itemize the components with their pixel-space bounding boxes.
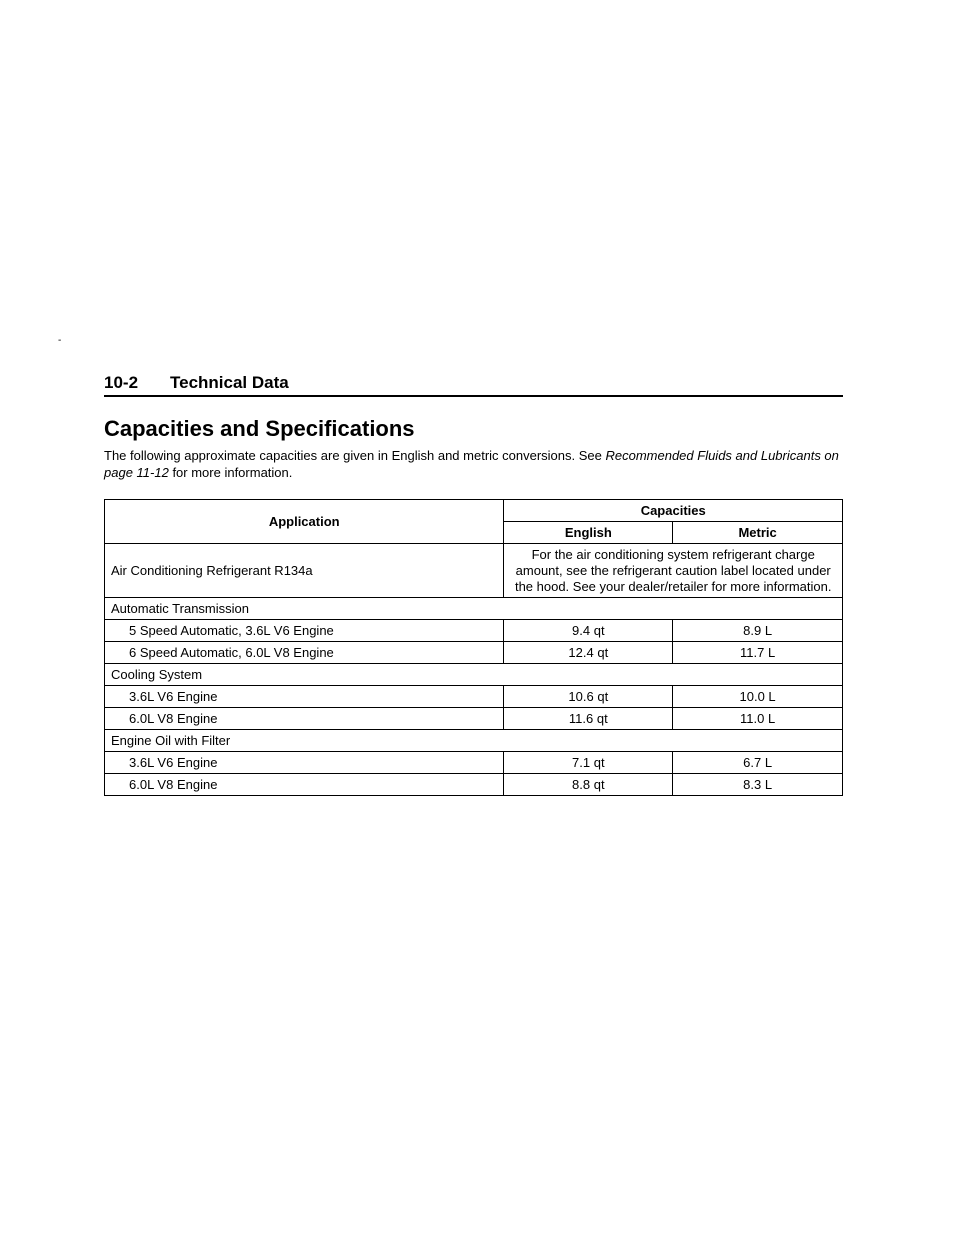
intro-text-end: for more information. (168, 465, 293, 480)
english-cell: 12.4 qt (504, 642, 673, 664)
english-cell: 7.1 qt (504, 752, 673, 774)
application-cell: 3.6L V6 Engine (105, 752, 504, 774)
group-row (105, 664, 843, 686)
running-header (104, 373, 843, 397)
group-label: Engine Oil with Filter (105, 730, 843, 752)
header-english: English (504, 522, 673, 544)
metric-cell: 6.7 L (673, 752, 843, 774)
application-cell: 5 Speed Automatic, 3.6L V6 Engine (105, 620, 504, 642)
header-metric: Metric (673, 522, 843, 544)
capacities-table (104, 499, 843, 796)
application-cell: 6.0L V8 Engine (105, 774, 504, 796)
metric-cell: 11.7 L (673, 642, 843, 664)
group-row (105, 730, 843, 752)
table-row (105, 752, 843, 774)
table-row (105, 708, 843, 730)
header-application: Application (105, 500, 504, 544)
header-capacities: Capacities (504, 500, 843, 522)
refrigerant-note-cell: For the air conditioning system refrigerant charge amount, see the refrigerant caution label located under the hood. See your dealer/retailer for more information. (504, 544, 843, 598)
group-label: Automatic Transmission (105, 598, 843, 620)
table-row (105, 686, 843, 708)
cross-reference-link: Recommended Fluids and Lubricants on page 11-12 (104, 448, 839, 480)
intro-text: The following approximate capacities are given in English and metric conversions. See (104, 448, 606, 463)
table-row (105, 544, 843, 598)
metric-cell: 8.3 L (673, 774, 843, 796)
group-row (105, 598, 843, 620)
page-number: 10-2 (104, 373, 139, 392)
page-title: Capacities and Specifications (104, 416, 415, 441)
table-row (105, 642, 843, 664)
group-label: Cooling System (105, 664, 843, 686)
application-cell: Air Conditioning Refrigerant R134a (105, 544, 504, 598)
metric-cell: 8.9 L (673, 620, 843, 642)
intro-paragraph (104, 447, 844, 481)
application-cell: 3.6L V6 Engine (105, 686, 504, 708)
table-row (105, 774, 843, 796)
application-cell: 6 Speed Automatic, 6.0L V8 Engine (105, 642, 504, 664)
metric-cell: 11.0 L (673, 708, 843, 730)
metric-cell: 10.0 L (673, 686, 843, 708)
english-cell: 9.4 qt (504, 620, 673, 642)
corner-mark: - (58, 335, 62, 346)
english-cell: 11.6 qt (504, 708, 673, 730)
english-cell: 10.6 qt (504, 686, 673, 708)
application-cell: 6.0L V8 Engine (105, 708, 504, 730)
english-cell: 8.8 qt (504, 774, 673, 796)
section-name: Technical Data (170, 373, 289, 392)
table-row (105, 620, 843, 642)
